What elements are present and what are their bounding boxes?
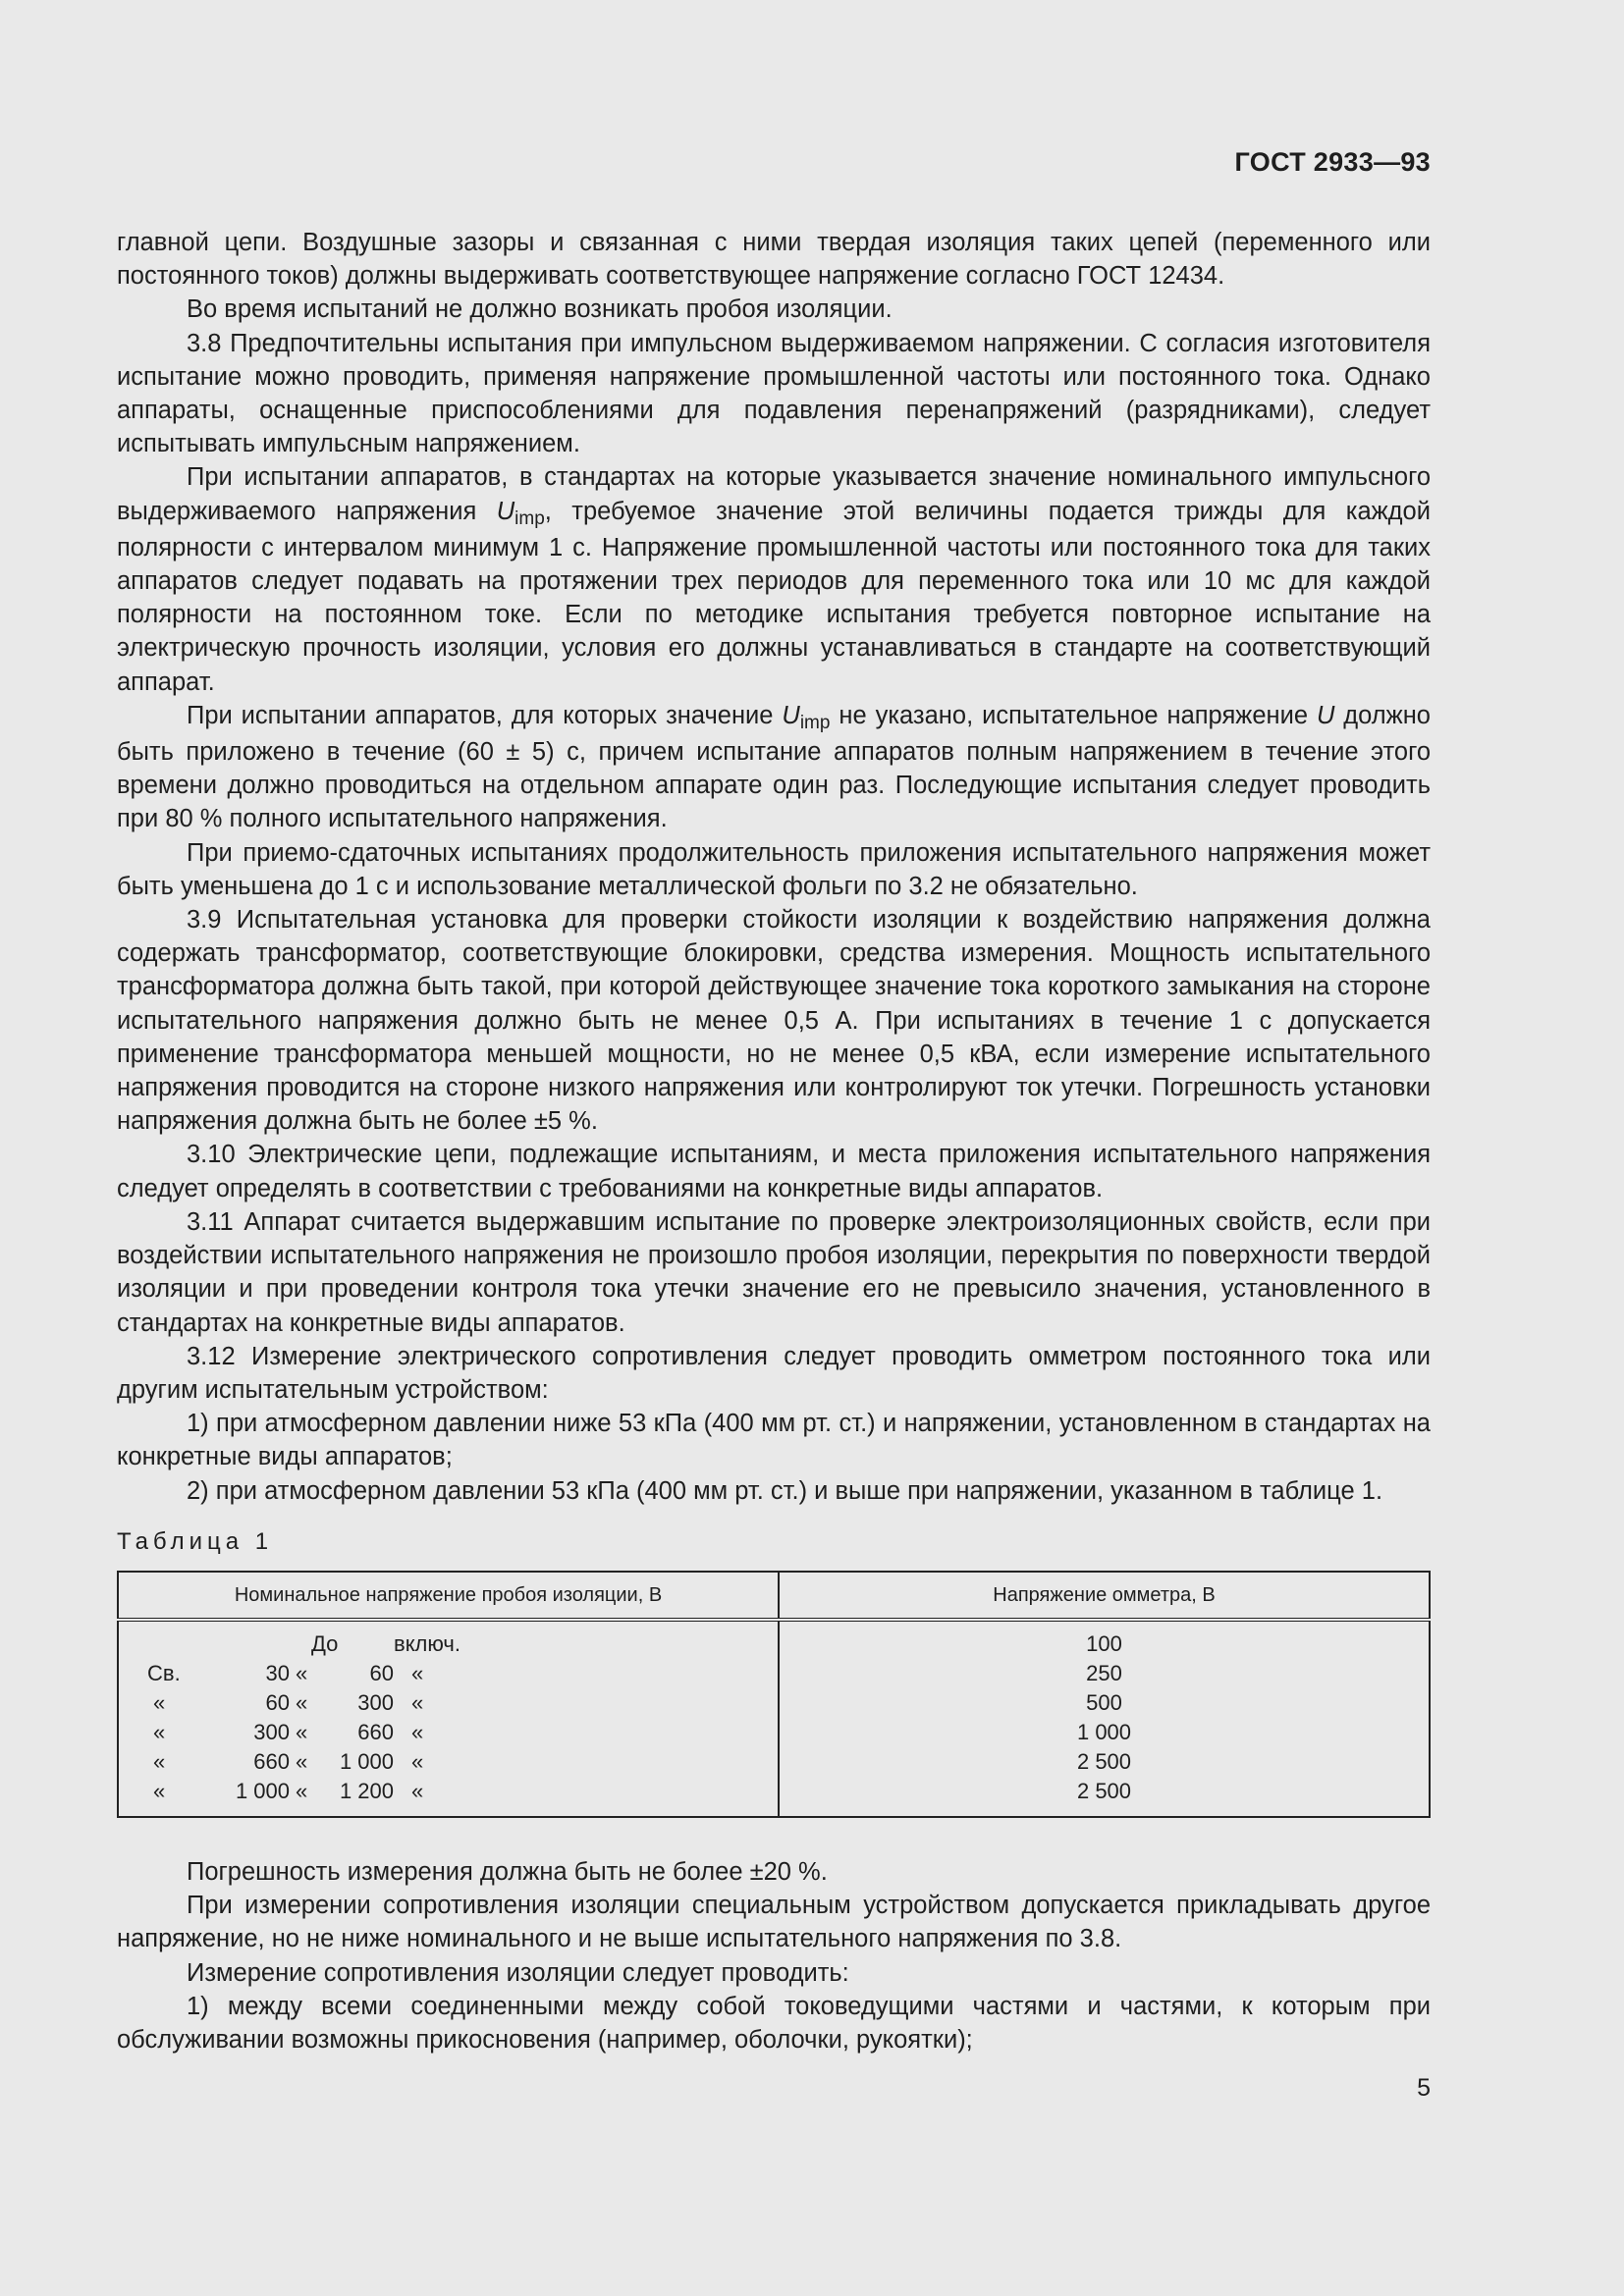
variable-u: U xyxy=(496,497,515,525)
range-row: « 60 « 300 « xyxy=(153,1689,424,1715)
list-item: 2) при атмосферном давлении 53 кПа (400 мм рт. ст.) и выше при напряжении, указанном в таблице 1. xyxy=(187,1476,1383,1505)
paragraphs-after-table xyxy=(117,1855,1431,2056)
paragraph: 3.8 Предпочтительны испытания при импульсном выдерживаемом напряжении. С согласия изготовителя испытание можно проводить, применяя напряжение промышленной частоты или постоянного тока. Однако аппараты, оснащенные приспособлениями для подавления перенапряжений (разрядниками), следует испытывать импульсным напряжением. xyxy=(117,329,1431,458)
range-row: До включ. xyxy=(311,1630,460,1656)
document-header: ГОСТ 2933—93 xyxy=(1234,147,1431,177)
ohmmeter-value: 1 000 xyxy=(1076,1719,1132,1744)
list-item: 1) между всеми соединенными между собой токоведущими частями и частями, к которым при обслуживании возможны прикосновения (например, оболочки, рукоятки); xyxy=(117,1992,1431,2054)
page-number: 5 xyxy=(1417,2074,1431,2102)
paragraph: Измерение сопротивления изоляции следует проводить: xyxy=(187,1958,849,1987)
table-header-row xyxy=(118,1572,1430,1620)
subscript-imp: imp xyxy=(799,712,831,733)
voltage-ranges-cell xyxy=(118,1620,779,1817)
subscript-imp: imp xyxy=(514,507,545,529)
table-caption: Таблица 1 xyxy=(117,1527,274,1555)
paragraph-3-12: 3.12 Измерение электрического сопротивления следует проводить омметром постоянного тока или другим испытательным устройством: xyxy=(117,1342,1431,1404)
ohmmeter-value: 2 500 xyxy=(1076,1748,1132,1774)
table-body-row xyxy=(118,1620,1430,1817)
ohmmeter-value: 250 xyxy=(1086,1660,1122,1685)
ohmmeter-value: 100 xyxy=(1086,1630,1122,1656)
paragraph-uimp-unspecified: При испытании аппаратов, для которых значение Uimp не указано, испытательное напряжение U должно быть приложено в течение (60 ± 5) с, причем испытание аппаратов полным напряжением в течение этого времени должно проводиться на отдельном аппарате один раз. Последующие испытания следует проводить при 80 % полного испытательного напряжения. xyxy=(117,701,1431,833)
table-1 xyxy=(117,1571,1431,1818)
range-row: « 300 « 660 « xyxy=(153,1719,424,1744)
paragraph: При приемо-сдаточных испытаниях продолжительность приложения испытательного напряжения может быть уменьшена до 1 с и использование металлической фольги по 3.2 не обязательно. xyxy=(117,838,1431,900)
paragraph: главной цепи. Воздушные зазоры и связанная с ними твердая изоляция таких цепей (переменного или постоянного токов) должны выдерживать соответствующее напряжение согласно ГОСТ 12434. xyxy=(117,229,1431,291)
ohmmeter-value: 2 500 xyxy=(1076,1778,1132,1803)
column-header-ohmmeter-voltage: Напряжение омметра, В xyxy=(779,1572,1430,1620)
paragraph-3-10: 3.10 Электрические цепи, подлежащие испытаниям, и места приложения испытательного напряжения следует определять в соответствии с требованиями на конкретные виды аппаратов. xyxy=(117,1141,1431,1202)
paragraph-uimp-specified: При испытании аппаратов, в стандартах на которые указывается значение номинального импульсного выдерживаемого напряжения Uimp, требуемое значение этой величины подается трижды для каждой полярности с интервалом минимум 1 с. Напряжение промышленной частоты или постоянного тока для таких аппаратов следует подавать на протяжении трех периодов для переменного тока или 10 мс для каждой полярности на постоянном токе. Если по методике испытания требуется повторное испытание на электрическую прочность изоляции, условия его должны устанавливаться в стандарте на соответствующий аппарат. xyxy=(117,463,1431,696)
variable-u: U xyxy=(1316,701,1335,729)
paragraph: При измерении сопротивления изоляции специальным устройством допускается прикладывать другое напряжение, но не ниже номинального и не выше испытательного напряжения по 3.8. xyxy=(117,1892,1431,1953)
range-row: « 1 000 « 1 200 « xyxy=(153,1778,424,1803)
range-row: « 660 « 1 000 « xyxy=(153,1748,424,1774)
paragraph: Погрешность измерения должна быть не более ±20 %. xyxy=(187,1857,828,1886)
paragraph-3-11: 3.11 Аппарат считается выдержавшим испытание по проверке электроизоляционных свойств, если при воздействии испытательного напряжения не произошло пробоя изоляции, перекрытия по поверхности твердой изоляции и при проведении контроля тока утечки значение его не превысило значения, установленного в стандартах на конкретные виды аппаратов. xyxy=(117,1207,1431,1337)
document-body xyxy=(117,226,1431,2056)
paragraph-3-9: 3.9 Испытательная установка для проверки стойкости изоляции к воздействию напряжения должна содержать трансформатор, соответствующие блокировки, средства измерения. Мощность испытательного трансформатора должна быть такой, при которой действующее значение тока короткого замыкания на стороне испытательного напряжения должно быть не менее 0,5 А. При испытаниях в течение 1 с допускается применение трансформатора меньшей мощности, но не менее 0,5 кВА, если измерение испытательного напряжения проводится на стороне низкого напряжения или контролируют ток утечки. Погрешность установки напряжения должна быть не более ±5 %. xyxy=(117,906,1431,1136)
range-row: Св. 30 « 60 « xyxy=(147,1660,424,1685)
ohmmeter-values-cell xyxy=(779,1620,1430,1817)
column-header-breakdown-voltage: Номинальное напряжение пробоя изоляции, В xyxy=(118,1572,779,1620)
ohmmeter-value: 500 xyxy=(1086,1689,1122,1715)
list-item: 1) при атмосферном давлении ниже 53 кПа (400 мм рт. ст.) и напряжении, установленном в стандартах на конкретные виды аппаратов; xyxy=(117,1410,1431,1471)
variable-u: U xyxy=(782,701,800,729)
paragraph: Во время испытаний не должно возникать пробоя изоляции. xyxy=(187,295,893,324)
